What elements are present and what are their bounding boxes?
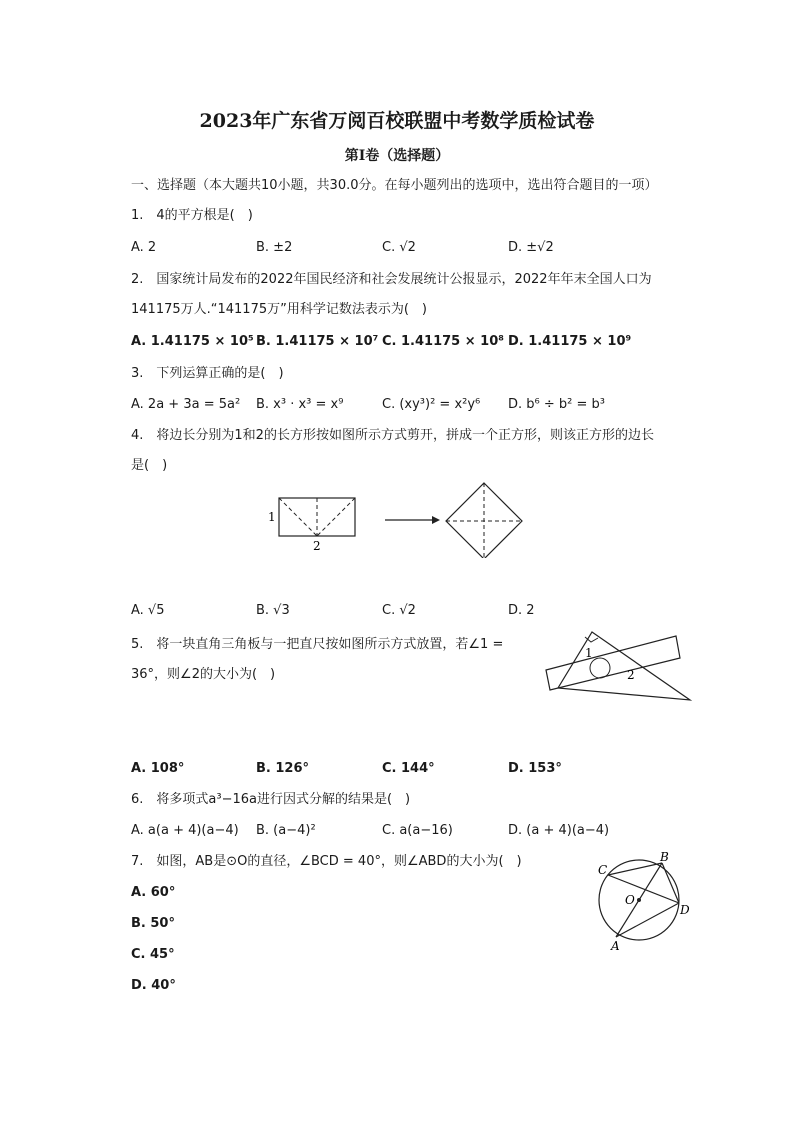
ruler-hole-shape: [590, 658, 610, 678]
rectangle-shape: [279, 498, 355, 536]
center-point: [637, 898, 641, 902]
q4-label-1: 1: [268, 510, 276, 524]
page-title: 2023年广东省万阅百校联盟中考数学质检试卷: [199, 110, 595, 132]
q4-figure: [262, 478, 532, 558]
triangle-ruler-shape: [558, 632, 690, 700]
q5-option-c: C. 144°: [382, 761, 435, 776]
q4-stem-line2: 是( ): [131, 458, 168, 473]
q7-label-o: O: [625, 893, 635, 907]
cut-line: [317, 498, 355, 536]
q5-label-1: 1: [585, 646, 593, 660]
q6-stem: 6. 将多项式a³−16a进行因式分解的结果是( ): [131, 792, 411, 807]
q7-stem: 7. 如图，AB是⊙O的直径，∠BCD = 40°，则∠ABD的大小为( ): [131, 854, 522, 869]
q1-option-a: A. 2: [131, 240, 157, 255]
q3-option-c: C. (xy³)² = x²y⁶: [382, 397, 481, 412]
q7-label-a: A: [611, 939, 620, 953]
q5-label-2: 2: [627, 668, 635, 682]
chord-ad: [616, 903, 679, 937]
section-instructions: 一、选择题（本大题共10小题，共30.0分。在每小题列出的选项中，选出符合题目的一项）: [131, 178, 658, 193]
q5-option-d: D. 153°: [508, 761, 562, 776]
q7-option-d: D. 40°: [131, 978, 176, 993]
q2-option-a: A. 1.41175 × 10⁵: [131, 334, 254, 349]
q7-option-c: C. 45°: [131, 947, 175, 962]
straight-ruler-shape: [546, 636, 680, 690]
q3-stem: 3. 下列运算正确的是( ): [131, 366, 284, 381]
q1-stem: 1. 4的平方根是( ): [131, 208, 253, 223]
q7-option-a: A. 60°: [131, 885, 176, 900]
q5-option-a: A. 108°: [131, 761, 185, 776]
q7-figure: [588, 848, 698, 954]
q3-option-a: A. 2a + 3a = 5a²: [131, 397, 241, 412]
q4-option-d: D. 2: [508, 603, 535, 618]
q2-option-d: D. 1.41175 × 10⁹: [508, 334, 632, 349]
q2-stem-line1: 2. 国家统计局发布的2022年国民经济和社会发展统计公报显示，2022年年末全国人口为: [131, 272, 652, 287]
q1-option-b: B. ±2: [256, 240, 293, 255]
part-heading: 第Ⅰ卷（选择题）: [344, 148, 450, 164]
chord-cb: [608, 863, 662, 875]
q6-option-d: D. (a + 4)(a−4): [508, 823, 610, 838]
q2-option-b: B. 1.41175 × 10⁷: [256, 334, 379, 349]
q1-option-d: D. ±√2: [508, 240, 554, 255]
q7-label-c: C: [598, 863, 608, 877]
arrowhead-icon: [432, 516, 440, 524]
q4-option-a: A. √5: [131, 603, 165, 618]
q6-option-b: B. (a−4)²: [256, 823, 316, 838]
q7-option-b: B. 50°: [131, 916, 175, 931]
q4-option-c: C. √2: [382, 603, 416, 618]
cut-line: [279, 498, 317, 536]
q6-option-a: A. a(a + 4)(a−4): [131, 823, 239, 838]
q4-label-2: 2: [313, 539, 321, 553]
q3-option-d: D. b⁶ ÷ b² = b³: [508, 397, 605, 412]
q4-stem-line1: 4. 将边长分别为1和2的长方形按如图所示方式剪开，拼成一个正方形，则该正方形的边长: [131, 428, 654, 443]
q5-stem-line1: 5. 将一块直角三角板与一把直尺按如图所示方式放置，若∠1 =: [131, 637, 504, 652]
q4-option-b: B. √3: [256, 603, 290, 618]
q7-label-b: B: [660, 850, 669, 864]
q2-stem-line2: 141175万人.“141175万”用科学记数法表示为( ): [131, 302, 427, 317]
q2-option-c: C. 1.41175 × 10⁸: [382, 334, 504, 349]
q5-option-b: B. 126°: [256, 761, 310, 776]
q5-stem-line2: 36°，则∠2的大小为( ): [131, 667, 276, 682]
q6-option-c: C. a(a−16): [382, 823, 453, 838]
q3-option-b: B. x³ · x³ = x⁹: [256, 397, 344, 412]
q7-label-d: D: [680, 903, 690, 917]
q1-option-c: C. √2: [382, 240, 416, 255]
q5-figure: [540, 630, 700, 708]
